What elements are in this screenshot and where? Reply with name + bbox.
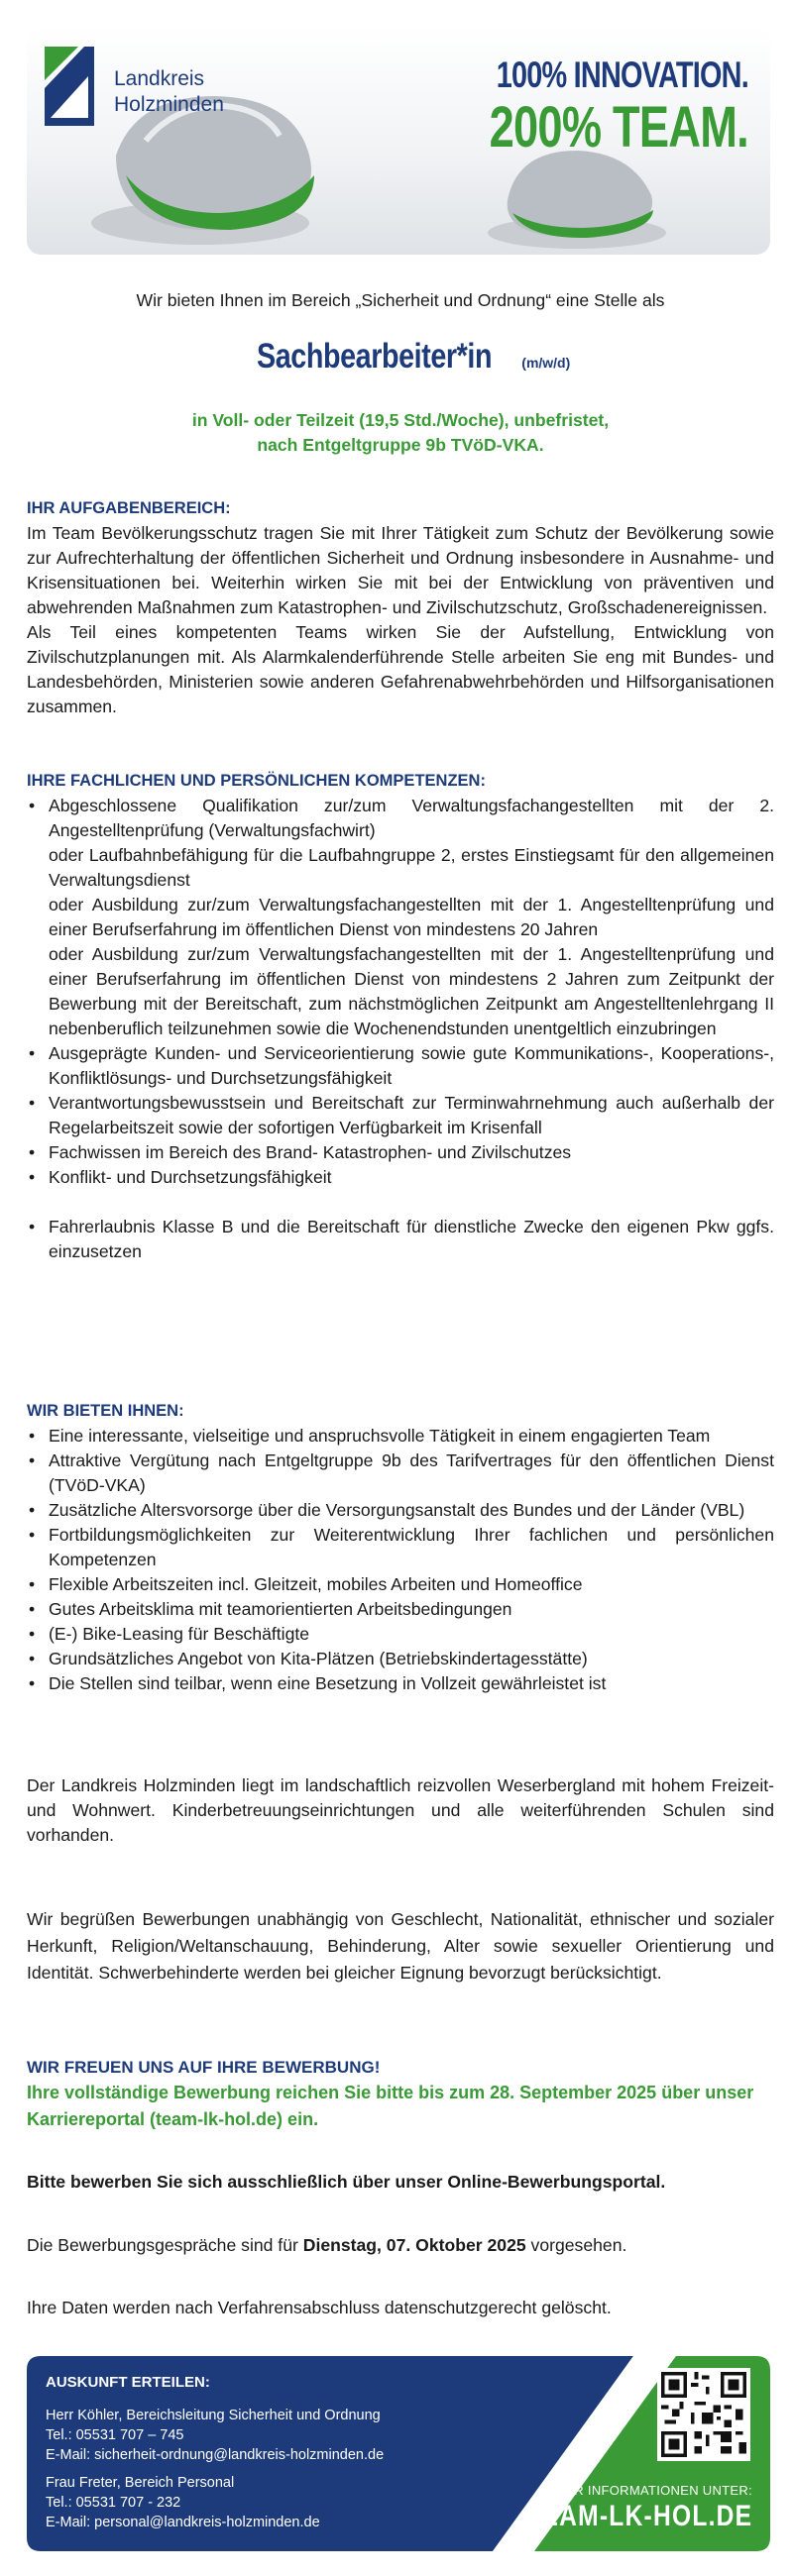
contact-name: Frau Freter, Bereich Personal (46, 2475, 235, 2491)
tasks-heading: IHR AUFGABENBEREICH: (27, 499, 231, 517)
competencies-list-extra (27, 1215, 774, 1264)
offer-heading: WIR BIETEN IHNEN: (27, 1402, 184, 1420)
list-item: • Fahrerlaubnis Klasse B und die Bereitschaft für dienstliche Zwecke den eigenen Pkw ggfs. einzusetzen (27, 1215, 774, 1264)
list-item: • Zusätzliche Altersvorsorge über die Versorgungsanstalt des Bundes und der Länder (VBL) (27, 1498, 774, 1523)
interview-text-pre: Die Bewerbungsgespräche sind für (27, 2235, 303, 2255)
contact-phone: Tel.: 05531 707 – 745 (46, 2427, 184, 2443)
list-item: • Die Stellen sind teilbar, wenn eine Besetzung in Vollzeit gewährleistet ist (27, 1671, 774, 1696)
apply-section (27, 2055, 774, 2133)
tasks-section (27, 496, 774, 719)
contact-email[interactable]: E-Mail: sicherheit-ordnung@landkreis-holzminden.de (46, 2447, 385, 2463)
list-item: • Flexible Arbeitszeiten incl. Gleitzeit, mobiles Arbeiten und Homeoffice (27, 1572, 774, 1597)
footer-title: AUSKUNFT ERTEILEN: (46, 2374, 210, 2391)
offer-section (27, 1399, 774, 1696)
competencies-list (27, 794, 774, 1190)
offer-list (27, 1424, 774, 1696)
logo-line-1: Landkreis (114, 67, 205, 90)
diversity-paragraph: Wir begrüßen Bewerbungen unabhängig von Geschlecht, Nationalität, ethnischer und sozialer Herkunft, Religion/Weltanschauung, Behinderung, Alter sowie sexueller Orientierung und Identität. Schwerbehinderte werden bei gleicher Eignung bevorzugt berücksichtigt. (27, 1909, 774, 1983)
logo-line-2: Holzminden (114, 93, 224, 116)
intro-text: Wir bieten Ihnen im Bereich „Sicherheit und Ordnung“ eine Stelle als (136, 290, 665, 310)
qualification-option: • Abgeschlossene Qualifikation zur/zum Verwaltungsfachangestellten mit der 2. Angestelltenprüfung (Verwaltungsfachwirt) (49, 796, 774, 840)
logo-mark-icon (45, 47, 104, 126)
list-item: • Ausgeprägte Kunden- und Serviceorientierung sowie gute Kommunikations-, Kooperations-, Konfliktlösungs- und Durchsetzungsfähigkeit (27, 1041, 774, 1091)
logo-text (114, 66, 224, 118)
list-item: • (E-) Bike-Leasing für Beschäftigte (27, 1622, 774, 1647)
job-title-suffix: (m/w/d) (521, 355, 571, 371)
tasks-paragraph-2: Als Teil eines kompetenten Teams wirken Sie der Aufstellung, Entwicklung von Zivilschutzplanungen mit. Als Alarmkalenderführende Stelle arbeiten Sie eng mit Bundes- und Landesbehörden, Ministerien sowie anderen Gefahrenabwehrbehörden und Hilfsorganisationen zusammen. (27, 622, 774, 716)
competencies-section (27, 769, 774, 1264)
interview-text-post: vorgesehen. (525, 2235, 627, 2255)
list-item: • Konflikt- und Durchsetzungsfähigkeit (27, 1165, 774, 1190)
tasks-paragraph-1: Im Team Bevölkerungsschutz tragen Sie mit Ihrer Tätigkeit zum Schutz der Bevölkerung sowie zur Aufrechterhaltung der öffentlichen Sicherheit und Ordnung insbesondere in Ausnahme- und Krisensituationen bei. Weiterhin wirken Sie mit bei der Entwicklung von präventiven und abwehrenden Maßnahmen zum Katastrophen- und Zivilschutzschutz, Großschadenereignissen. (27, 523, 774, 617)
contact-name: Herr Köhler, Bereichsleitung Sicherheit und Ordnung (46, 2408, 381, 2423)
apply-deadline: Ihre vollständige Bewerbung reichen Sie bitte bis zum 28. September 2025 über unser Karriereportal (team-lk-hol.de) ein. (27, 2083, 754, 2129)
region-paragraph: Der Landkreis Holzminden liegt im landschaftlich reizvollen Weserbergland mit hohem Freizeit- und Wohnwert. Kinderbetreuungseinrichtungen und alle weiterführenden Schulen sind vorhanden. (27, 1775, 774, 1845)
contact-freter (46, 2473, 320, 2532)
list-item: • Gutes Arbeitsklima mit teamorientierten Arbeitsbedingungen (27, 1597, 774, 1622)
competencies-heading: IHRE FACHLICHEN UND PERSÖNLICHEN KOMPETENZEN: (27, 772, 486, 790)
header-banner (27, 27, 770, 255)
employment-terms-line-2: nach Entgeltgruppe 9b TVöD-VKA. (257, 435, 544, 455)
apply-heading: WIR FREUEN UNS AUF IHRE BEWERBUNG! (27, 2058, 381, 2077)
qualification-option: oder Laufbahnbefähigung für die Laufbahngruppe 2, erstes Einstiegsamt für den allgemeinen Verwaltungsdienst (49, 845, 774, 890)
list-item (27, 794, 774, 1041)
list-item: • Attraktive Vergütung nach Entgeltgruppe 9b des Tarifvertrages für den öffentlichen Dienst (TVöD-VKA) (27, 1449, 774, 1498)
contact-phone: Tel.: 05531 707 - 232 (46, 2495, 181, 2511)
privacy-notice: Ihre Daten werden nach Verfahrensabschluss datenschutzgerecht gelöscht. (27, 2298, 612, 2317)
landkreis-logo (45, 47, 273, 136)
interview-notice (27, 2233, 774, 2258)
contact-koehler (46, 2406, 384, 2465)
portal-only-notice: Bitte bewerben Sie sich ausschließlich über unser Online-Bewerbungsportal. (27, 2172, 666, 2192)
more-info-label: MEHR INFORMATIONEN UNTER: (544, 2483, 752, 2498)
career-portal-link[interactable]: TEAM-LK-HOL.DE (524, 2500, 752, 2532)
list-item: • Fachwissen im Bereich des Brand- Katastrophen- und Zivilschutzes (27, 1140, 774, 1165)
qualification-option: oder Ausbildung zur/zum Verwaltungsfachangestellten mit der 1. Angestelltenprüfung und einer Berufserfahrung im öffentlichen Dienst von mindestens 2 Jahren zum Zeitpunkt der Bewerbung mit der Bereitschaft, zum nächstmöglichen Zeitpunkt am Angestelltenlehrgang II nebenberuflich teilzunehmen sowie die Wochenendstunden unentgeltlich einzubringen (49, 944, 774, 1038)
job-title-main: Sachbearbeiter*in (256, 337, 492, 376)
qr-code-icon[interactable] (657, 2368, 750, 2461)
employment-terms (27, 408, 774, 458)
list-item: • Verantwortungsbewusstsein und Bereitschaft zur Terminwahrnehmung auch außerhalb der Regelarbeitszeit sowie der sofortigen Verfügbarkeit im Krisenfall (27, 1091, 774, 1140)
qualification-option: oder Ausbildung zur/zum Verwaltungsfachangestellten mit der 1. Angestelltenprüfung und einer Berufserfahrung im öffentlichen Dienst von mindestens 20 Jahren (49, 895, 774, 939)
slogan-innovation: 100% INNOVATION. (496, 54, 748, 95)
job-title (27, 337, 774, 376)
contact-email[interactable]: E-Mail: personal@landkreis-holzminden.de (46, 2515, 320, 2530)
interview-date: Dienstag, 07. Oktober 2025 (302, 2235, 526, 2255)
contact-footer (27, 2356, 770, 2551)
slogan-team: 200% TEAM. (489, 95, 748, 160)
list-item: • Eine interessante, vielseitige und anspruchsvolle Tätigkeit in einem engagierten Team (27, 1424, 774, 1449)
employment-terms-line-1: in Voll- oder Teilzeit (19,5 Std./Woche), unbefristet, (191, 410, 610, 430)
list-item: • Fortbildungsmöglichkeiten zur Weiterentwicklung Ihrer fachlichen und persönlichen Kompetenzen (27, 1523, 774, 1572)
list-item: • Grundsätzliches Angebot von Kita-Plätzen (Betriebskindertagesstätte) (27, 1647, 774, 1671)
